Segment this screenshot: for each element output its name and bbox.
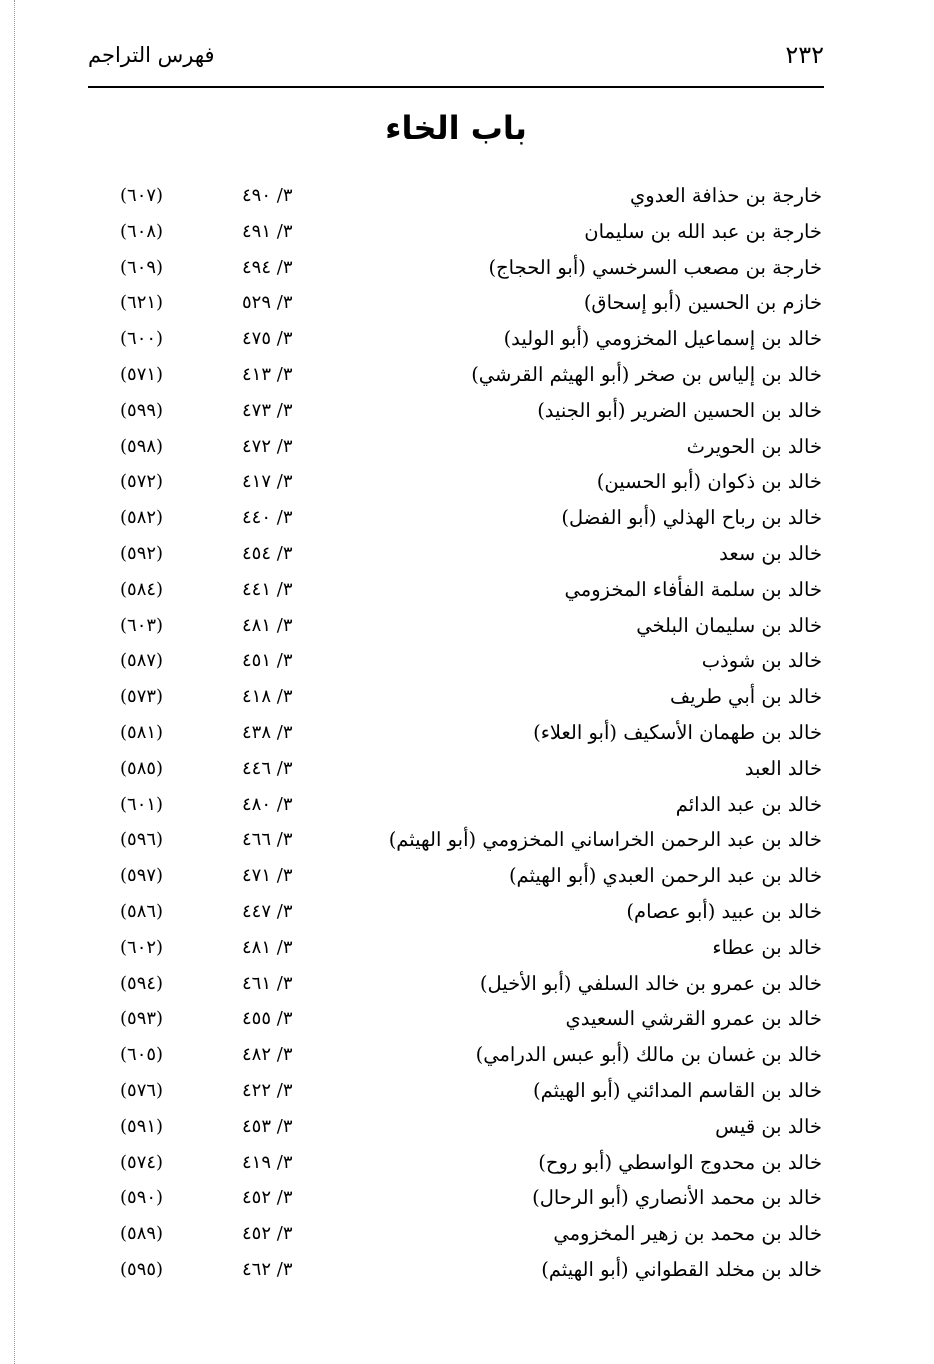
index-entry bbox=[0, 751, 934, 787]
entry-volume-page: ٣/ ٤١٨ bbox=[242, 686, 293, 708]
chapter-title: باب الخاء bbox=[385, 109, 527, 147]
entry-name: خالد بن محمد الأنصاري (أبو الرحال) bbox=[532, 1186, 822, 1210]
entry-volume-page: ٣/ ٤٥٣ bbox=[242, 1115, 293, 1137]
entry-name: خارجة بن عبد الله بن سليمان bbox=[584, 219, 822, 243]
entry-volume-page: ٣/ ٤٥٥ bbox=[242, 1008, 293, 1030]
entry-name: خالد بن سلمة الفأفاء المخزومي bbox=[564, 577, 822, 601]
entry-number: (٥٩٠) bbox=[120, 1187, 164, 1209]
entry-name: خارجة بن مصعب السرخسي (أبو الحجاج) bbox=[488, 255, 822, 279]
entry-number: (٦٠٣) bbox=[120, 614, 164, 636]
entry-number: (٥٨٧) bbox=[120, 650, 164, 672]
entry-number: (٦٠٧) bbox=[120, 185, 164, 206]
entry-name: خالد بن رباح الهذلي (أبو الفضل) bbox=[561, 506, 822, 530]
entry-number: (٥٨٦) bbox=[120, 900, 164, 922]
entry-number: (٦٠٠) bbox=[120, 328, 164, 350]
entry-volume-page: ٣/ ٤٩١ bbox=[242, 220, 293, 242]
entry-number: (٥٨٩) bbox=[120, 1223, 164, 1245]
entry-name: خالد العبد bbox=[744, 756, 822, 780]
entry-name: خالد بن إلياس بن صخر (أبو الهيثم القرشي) bbox=[471, 362, 822, 386]
index-entry bbox=[0, 500, 934, 536]
entry-name: خالد بن ذكوان (أبو الحسين) bbox=[596, 470, 822, 494]
entry-volume-page: ٣/ ٤٦١ bbox=[242, 972, 293, 994]
entry-number: (٦٢١) bbox=[120, 292, 164, 314]
entry-number: (٥٩٥) bbox=[120, 1258, 164, 1280]
index-entry bbox=[0, 1180, 934, 1216]
entry-number: (٥٩٨) bbox=[120, 435, 164, 457]
index-entry bbox=[0, 285, 934, 321]
index-entry bbox=[0, 1037, 934, 1073]
entry-volume-page: ٣/ ٤١٣ bbox=[242, 363, 293, 385]
entry-volume-page: ٣/ ٤٤٠ bbox=[242, 507, 293, 529]
entry-volume-page: ٣/ ٤٥١ bbox=[242, 650, 293, 672]
entry-volume-page: ٣/ ٤٧١ bbox=[242, 865, 293, 887]
entry-volume-page: ٣/ ٤٥٤ bbox=[242, 542, 293, 564]
entry-name: خالد بن طهمان الأسكيف (أبو العلاء) bbox=[533, 720, 822, 744]
index-entry bbox=[0, 1252, 934, 1288]
entry-name: خالد بن عمرو القرشي السعيدي bbox=[565, 1007, 822, 1031]
index-entry bbox=[0, 1073, 934, 1109]
entry-name: خالد بن عبد الدائم bbox=[675, 792, 822, 816]
entry-volume-page: ٣/ ٤٤٧ bbox=[242, 900, 293, 922]
index-entry bbox=[0, 787, 934, 823]
entry-name: خالد بن غسان بن مالك (أبو عبس الدرامي) bbox=[475, 1043, 822, 1067]
entry-number: (٥٧١) bbox=[120, 363, 164, 385]
entry-volume-page: ٣/ ٤٦٢ bbox=[242, 1258, 293, 1280]
entry-number: (٥٩٧) bbox=[120, 865, 164, 887]
entry-volume-page: ٣/ ٤٢٢ bbox=[242, 1079, 293, 1101]
entry-number: (٥٧٣) bbox=[120, 686, 164, 708]
index-entry bbox=[0, 464, 934, 500]
entry-number: (٥٩٣) bbox=[120, 1008, 164, 1030]
entry-number: (٥٨١) bbox=[120, 721, 164, 743]
entry-number: (٥٩٦) bbox=[120, 829, 164, 851]
page-number: ٢٣٢ bbox=[785, 41, 824, 69]
index-entry bbox=[0, 429, 934, 465]
index-entry bbox=[0, 178, 934, 214]
index-entry bbox=[0, 966, 934, 1002]
entry-number: (٥٨٤) bbox=[120, 578, 164, 600]
entry-name: خالد بن الحسين الضرير (أبو الجنيد) bbox=[537, 398, 822, 422]
entry-name: خالد بن قيس bbox=[715, 1114, 822, 1138]
index-entry bbox=[0, 643, 934, 679]
entry-name: خالد بن عبد الرحمن العبدي (أبو الهيثم) bbox=[508, 864, 822, 888]
entry-number: (٦٠١) bbox=[120, 793, 164, 815]
entry-volume-page: ٣/ ٤٦٦ bbox=[242, 829, 293, 851]
entry-name: خالد بن عمرو بن خالد السلفي (أبو الأخيل) bbox=[479, 971, 822, 995]
page-header bbox=[88, 38, 824, 78]
entry-name: خالد بن عبد الرحمن الخراساني المخزومي (أبو الهيثم) bbox=[388, 828, 822, 852]
entry-name: خالد بن محدوج الواسطي (أبو روح) bbox=[538, 1150, 822, 1174]
entry-number: (٥٨٥) bbox=[120, 757, 164, 779]
entry-name: خالد بن أبي طريف bbox=[669, 685, 822, 709]
entry-volume-page: ٣/ ٥٢٩ bbox=[242, 292, 293, 314]
index-entry bbox=[0, 822, 934, 858]
entry-name: خالد بن مخلد القطواني (أبو الهيثم) bbox=[541, 1257, 822, 1281]
entry-number: (٥٩٢) bbox=[120, 542, 164, 564]
entry-number: (٦٠٨) bbox=[120, 220, 164, 242]
entry-name: خالد بن الحويرث bbox=[686, 434, 822, 458]
entry-volume-page: ٣/ ٤٧٣ bbox=[242, 399, 293, 421]
entry-volume-page: ٣/ ٤٨٢ bbox=[242, 1044, 293, 1066]
entry-volume-page: ٣/ ٤١٩ bbox=[242, 1151, 293, 1173]
entry-volume-page: ٣/ ٤٨١ bbox=[242, 936, 293, 958]
entry-number: (٦٠٥) bbox=[120, 1044, 164, 1066]
entry-volume-page: ٣/ ٤١٧ bbox=[242, 471, 293, 493]
entry-name: خالد بن إسماعيل المخزومي (أبو الوليد) bbox=[503, 327, 822, 351]
index-entry bbox=[0, 1001, 934, 1037]
index-entry bbox=[0, 572, 934, 608]
index-entry bbox=[0, 930, 934, 966]
entry-volume-page: ٣/ ٤٨٠ bbox=[242, 793, 293, 815]
entry-name: خارجة بن حذافة العدوي bbox=[630, 184, 822, 207]
header-rule bbox=[88, 86, 824, 88]
entry-number: (٦٠٢) bbox=[120, 936, 164, 958]
index-entry bbox=[0, 214, 934, 250]
entry-volume-page: ٣/ ٤٧٢ bbox=[242, 435, 293, 457]
entry-volume-page: ٣/ ٤٣٨ bbox=[242, 721, 293, 743]
entry-volume-page: ٣/ ٤٨١ bbox=[242, 614, 293, 636]
index-entry bbox=[0, 858, 934, 894]
index-entry bbox=[0, 608, 934, 644]
entry-volume-page: ٣/ ٤٩٤ bbox=[242, 256, 293, 278]
entry-name: خالد بن محمد بن زهير المخزومي bbox=[553, 1222, 822, 1246]
index-entry bbox=[0, 250, 934, 286]
index-entry bbox=[0, 1145, 934, 1181]
entry-name: خالد بن شوذب bbox=[701, 649, 822, 673]
entry-volume-page: ٣/ ٤٤١ bbox=[242, 578, 293, 600]
index-list bbox=[0, 178, 934, 1288]
entry-number: (٥٩٩) bbox=[120, 399, 164, 421]
entry-name: خالد بن عبيد (أبو عصام) bbox=[626, 899, 822, 923]
entry-volume-page: ٣/ ٤٥٢ bbox=[242, 1187, 293, 1209]
index-entry bbox=[0, 679, 934, 715]
entry-number: (٥٩٤) bbox=[120, 972, 164, 994]
entry-number: (٥٧٢) bbox=[120, 471, 164, 493]
entry-name: خالد بن عطاء bbox=[712, 935, 822, 959]
entry-name: خالد بن سعد bbox=[719, 541, 822, 565]
entry-name: خالد بن القاسم المدائني (أبو الهيثم) bbox=[533, 1078, 822, 1102]
index-entry bbox=[0, 715, 934, 751]
index-entry bbox=[0, 393, 934, 429]
index-entry bbox=[0, 321, 934, 357]
index-entry bbox=[0, 1216, 934, 1252]
entry-number: (٥٨٢) bbox=[120, 507, 164, 529]
entry-number: (٦٠٩) bbox=[120, 256, 164, 278]
running-title: فهرس التراجم bbox=[88, 43, 215, 67]
entry-volume-page: ٣/ ٤٧٥ bbox=[242, 328, 293, 350]
entry-number: (٥٩١) bbox=[120, 1115, 164, 1137]
entry-name: خالد بن سليمان البلخي bbox=[636, 613, 822, 637]
entry-volume-page: ٣/ ٤٤٦ bbox=[242, 757, 293, 779]
entry-number: (٥٧٤) bbox=[120, 1151, 164, 1173]
index-entry bbox=[0, 536, 934, 572]
index-entry bbox=[0, 894, 934, 930]
index-entry bbox=[0, 1109, 934, 1145]
entry-volume-page: ٣/ ٤٥٢ bbox=[242, 1223, 293, 1245]
entry-name: خازم بن الحسين (أبو إسحاق) bbox=[583, 291, 822, 315]
index-entry bbox=[0, 357, 934, 393]
entry-volume-page: ٣/ ٤٩٠ bbox=[242, 185, 293, 206]
entry-number: (٥٧٦) bbox=[120, 1079, 164, 1101]
